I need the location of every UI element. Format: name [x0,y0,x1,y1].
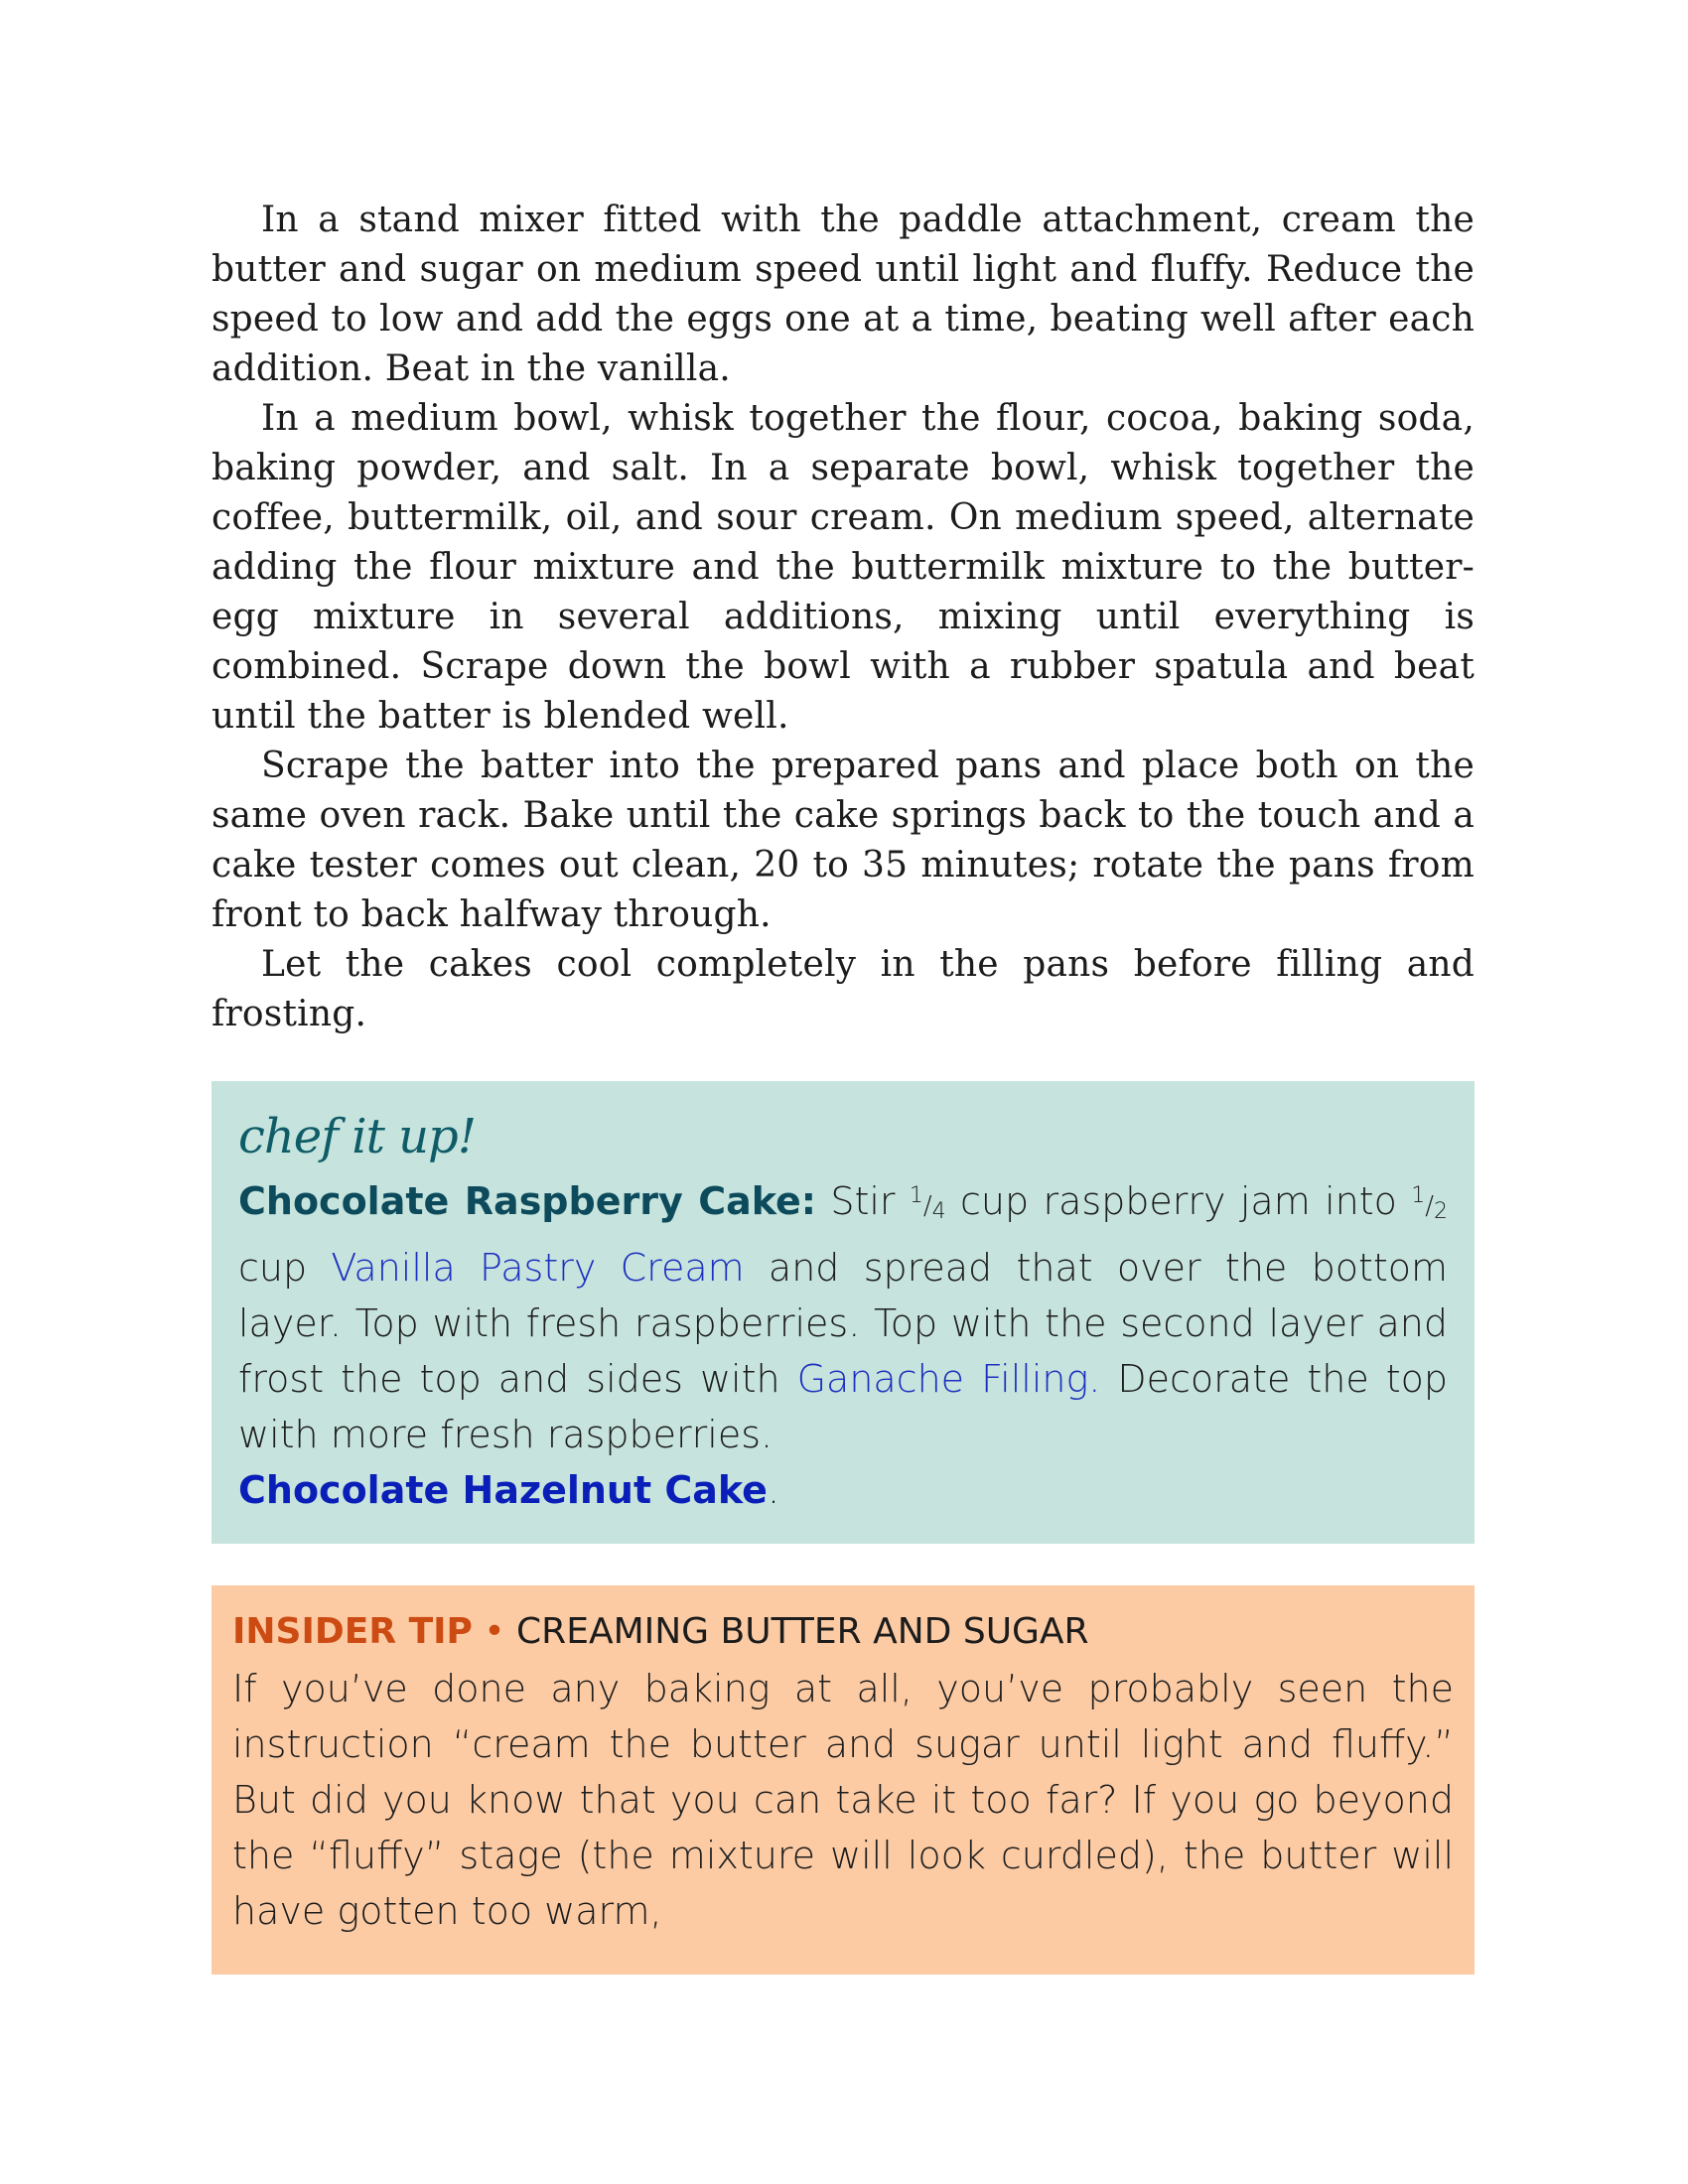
chef-it-up-panel [211,1081,1475,1544]
variation-period: . [767,1468,780,1512]
chef-variation-raspberry [238,1168,1448,1462]
ganache-filling-link[interactable]: Ganache Filling. [796,1357,1101,1401]
fraction-numerator: 1 [909,1183,923,1208]
bullet-separator: • [472,1611,517,1652]
method-paragraph-2: In a medium bowl, whisk together the flour, cocoa, baking soda, baking powder, and salt. In a separate bowl, whisk together the coffee, buttermilk, oil, and sour cream. On medium speed, alternate adding the flour mixture and the buttermilk mixture to the butter-egg mixture in several additions, mixing until everything is combined. Scrape down the bowl with a rubber spatula and beat until the batter is blended well. [211,398,1475,737]
chocolate-hazelnut-cake-link[interactable]: Chocolate Hazelnut Cake [238,1468,768,1512]
method-paragraph-4: Let the cakes cool completely in the pans before filling and frosting. [211,944,1475,1034]
insider-tip-panel [211,1585,1475,1975]
fraction-numerator: 1 [1411,1183,1426,1208]
insider-tip-label: INSIDER TIP [232,1611,473,1652]
recipe-page [211,196,1475,1975]
method-paragraph-1: In a stand mixer fitted with the paddle attachment, cream the butter and sugar on medium speed until light and fluffy. Reduce the speed to low and add the eggs one at a time, beating well after each addition. Beat in the vanilla. [211,200,1475,389]
insider-tip-body: If you’ve done any baking at all, you’ve probably seen the instruction “cream the butter and sugar until light and fluffy.” But did you know that you can take it too far? If you go beyond the “fluffy” stage (the mixture will look curdled), the butter will have gotten too warm, [232,1667,1454,1933]
fraction-denominator: 2 [1433,1199,1448,1224]
fraction-denominator: 4 [931,1199,946,1224]
variation-text: Decorate the top with more fresh raspberries. [238,1357,1449,1456]
insider-tip-heading [232,1607,1454,1657]
variation-text: cup raspberry jam into [945,1179,1412,1223]
variation-text: cup [238,1246,332,1290]
vanilla-pastry-cream-link[interactable]: Vanilla Pastry Cream [331,1246,745,1290]
variation-title: Chocolate Raspberry Cake: [238,1179,816,1223]
variation-text: Stir [815,1179,910,1223]
method-paragraph-3: Scrape the batter into the prepared pans and place both on the same oven rack. Bake until the cake springs back to the touch and a cake tester comes out clean, 20 to 35 minutes; rotate the pans from front to back halfway through. [211,746,1475,935]
insider-tip-title: CREAMING BUTTER AND SUGAR [516,1611,1089,1652]
variation-text: and spread that over the bottom layer. Top with fresh raspberries. Top with the second layer and frost the top and sides with [238,1246,1449,1401]
chef-it-up-heading: chef it up! [238,1109,477,1164]
chef-variation-hazelnut [238,1462,1448,1518]
fraction-one-quarter: $^1/_4$ [909,1183,946,1224]
fraction-one-half: $^1/_2$ [1411,1183,1448,1224]
